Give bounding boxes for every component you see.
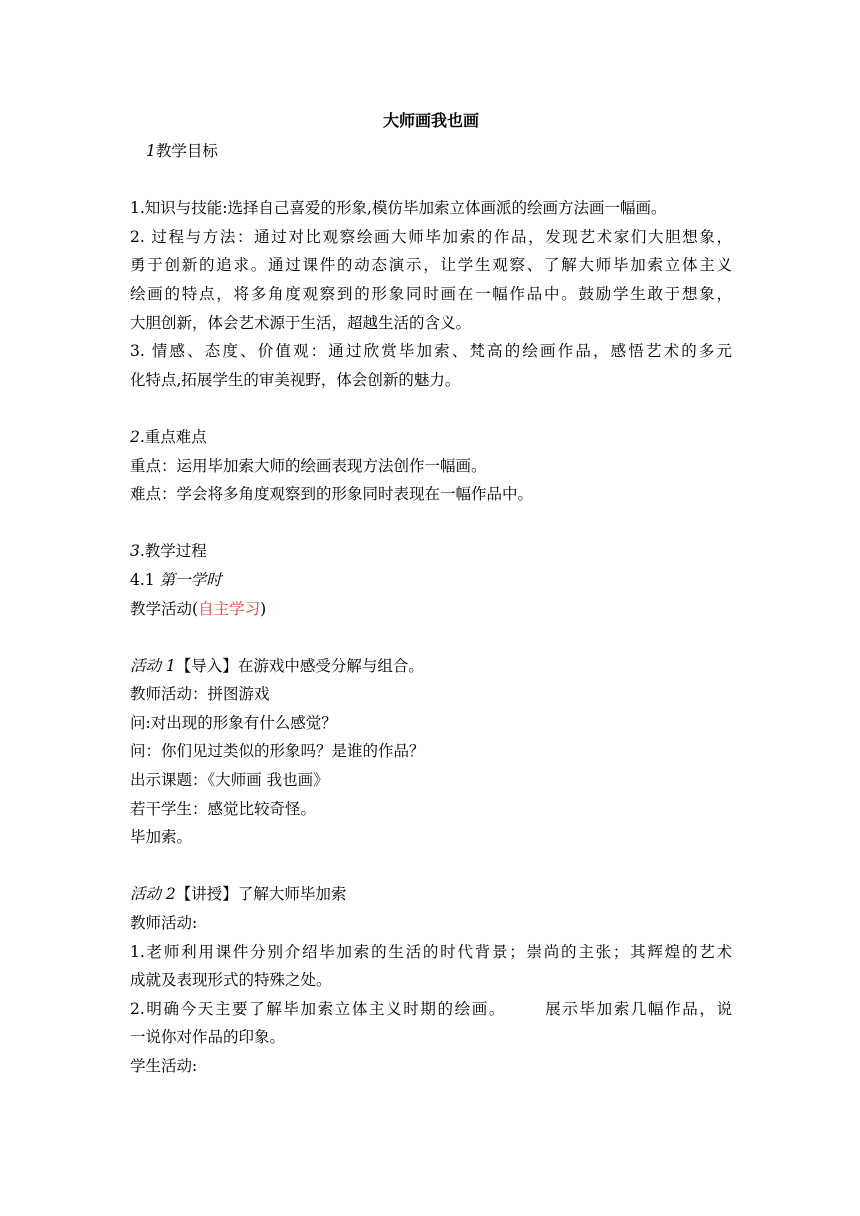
subsection-title: 第一学时 (159, 570, 222, 589)
activity-tag: 【导入】 (175, 656, 238, 675)
section-number: 2. (130, 427, 145, 446)
paragraph-line: 学生活动: (130, 1057, 198, 1075)
paragraph-line: 毕加索。 (130, 828, 193, 847)
paragraph-line: 一说你对作品的印象。 (130, 1028, 286, 1047)
section-heading-process (130, 537, 732, 566)
paragraph-line: 大胆创新，体会艺术源于生活，超越生活的含义。 (130, 313, 472, 332)
paragraph-line: 绘画的特点，将多角度观察到的形象同时画在一幅作品中。鼓励学生敢于想象， (130, 284, 732, 303)
activity-label: 活动 2 (130, 885, 176, 904)
paragraph-line: 教师活动: (130, 914, 198, 933)
document-title: 大师画我也画 (382, 111, 479, 130)
paragraph-line: 化特点,拓展学生的审美视野，体会创新的魅力。 (130, 370, 461, 389)
paragraph-line: 难点：学会将多角度观察到的形象同时表现在一幅作品中。 (130, 485, 534, 504)
paragraph-line: 重点：运用毕加索大师的绘画表现方法创作一幅画。 (130, 456, 487, 475)
paragraph-line: 1.老师利用课件分别介绍毕加索的生活的时代背景；崇尚的主张；其辉煌的艺术 (130, 942, 732, 961)
activity-label: 活动 1 (130, 656, 176, 675)
paragraph-line: 问:对出现的形象有什么感觉？ (130, 713, 337, 732)
paragraph-line: 出示课题：《大师画 我也画》 (130, 771, 329, 790)
subsection-heading (130, 566, 732, 595)
section-heading-keypoints (130, 423, 732, 452)
section-heading-text: 教学目标 (155, 142, 218, 160)
paragraph-line: 2. 过程与方法：通过对比观察绘画大师毕加索的作品，发现艺术家们大胆想象， (130, 227, 732, 246)
section-number: 1 (146, 142, 156, 160)
paragraph-line: 勇于创新的追求。通过课件的动态演示，让学生观察、了解大师毕加索立体主义 (130, 256, 732, 275)
subsection-number: 4.1 (130, 570, 155, 589)
activity-desc: 在游戏中感受分解与组合。 (237, 656, 424, 675)
activity-type-line: 教学活动(自主学习) (130, 599, 267, 618)
paragraph-line: 教师活动：拼图游戏 (130, 685, 270, 704)
activity-desc: 了解大师毕加索 (237, 885, 347, 904)
section-number: 3. (130, 542, 145, 561)
paragraph-line: 2.明确今天主要了解毕加索立体主义时期的绘画。 展示毕加索几幅作品，说 (130, 999, 732, 1018)
document-body (130, 104, 732, 1081)
activity-1-heading (130, 652, 732, 681)
paragraph-line: 成就及表现形式的特殊之处。 (130, 971, 332, 990)
paragraph-line: 1.知识与技能:选择自己喜爱的形象,模仿毕加索立体画派的绘画方法画一幅画。 (130, 199, 667, 218)
paragraph-line: 问：你们见过类似的形象吗？是谁的作品？ (130, 742, 425, 761)
section-heading-objectives (130, 137, 732, 166)
section-heading-text: 教学过程 (144, 542, 207, 561)
section-heading-text: 重点难点 (144, 427, 207, 446)
highlight-text: 自主学习 (198, 599, 261, 618)
activity-tag: 【讲授】 (175, 885, 238, 904)
activity-2-heading (130, 880, 732, 909)
paragraph-line: 3. 情感、态度、价值观：通过欣赏毕加索、梵高的绘画作品，感悟艺术的多元 (130, 342, 732, 361)
paragraph-line: 若干学生：感觉比较奇怪。 (130, 799, 317, 818)
